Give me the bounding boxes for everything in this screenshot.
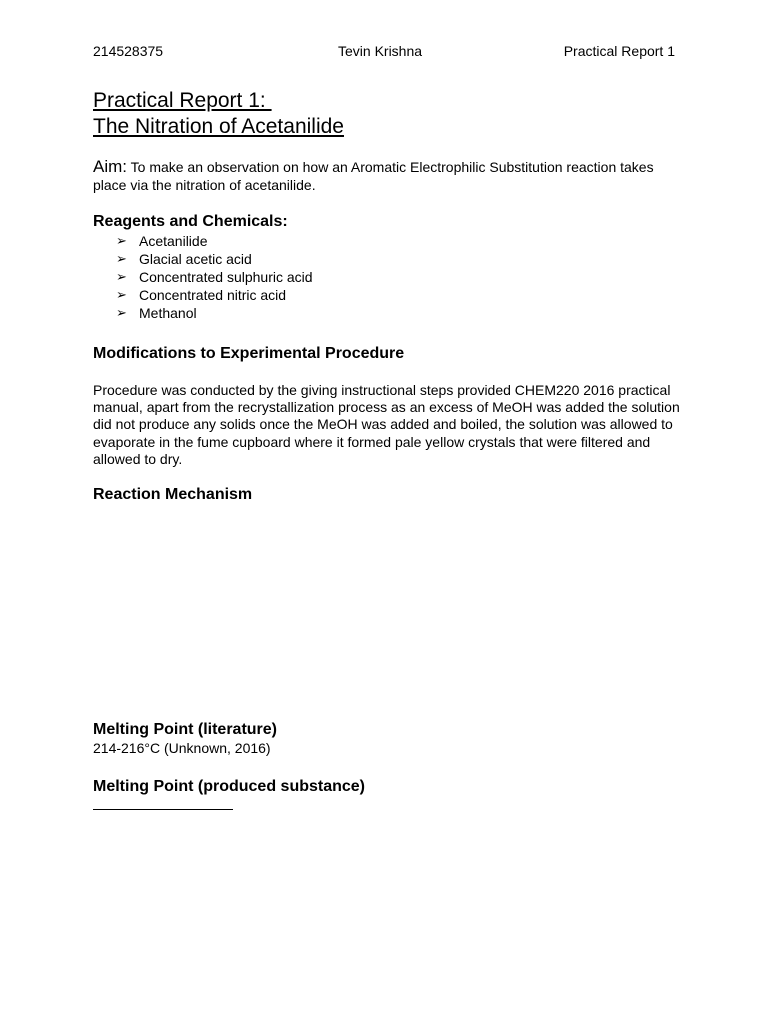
melting-point-produced-heading: Melting Point (produced substance) (93, 778, 366, 795)
aim-text: To make an observation on how an Aromatic Electrophilic Substitution reaction takes place via the nitration of acetanilide. (93, 159, 654, 193)
reagent-label: Acetanilide (139, 233, 208, 249)
reagent-label: Glacial acetic acid (139, 251, 252, 267)
melting-point-literature-value: 214-216°C (Unknown, 2016) (93, 740, 271, 756)
list-item (116, 286, 313, 304)
blank-answer-line (93, 809, 233, 810)
arrow-bullet-icon: ➢ (116, 287, 127, 302)
report-label: Practical Report 1 (563, 43, 675, 59)
mechanism-heading: Reaction Mechanism (93, 486, 253, 503)
modifications-heading: Modifications to Experimental Procedure (93, 345, 405, 362)
title-line-2: The Nitration of Acetanilide (93, 115, 344, 138)
reagent-label: Concentrated sulphuric acid (139, 269, 313, 285)
list-item (116, 304, 313, 322)
student-number: 214528375 (93, 43, 164, 59)
melting-point-literature-heading: Melting Point (literature) (93, 721, 277, 738)
list-item (116, 250, 313, 268)
reagents-heading: Reagents and Chemicals: (93, 213, 288, 230)
title-line-1: Practical Report 1: (93, 89, 272, 112)
reagent-label: Concentrated nitric acid (139, 287, 287, 303)
student-name: Tevin Krishna (338, 43, 423, 59)
arrow-bullet-icon: ➢ (116, 233, 127, 248)
list-item (116, 268, 313, 286)
document-title (93, 88, 344, 140)
modifications-paragraph: Procedure was conducted by the giving instructional steps provided CHEM220 2016 practical manual, apart from the recrystallization process as an excess of MeOH was added the solution did not produce any solids once the MeOH was added and boiled, the solution was allowed to evaporate in the fume cupboard where it formed pale yellow crystals that were filtered and allowed to dry. (93, 382, 680, 467)
aim-label: Aim: (93, 157, 127, 176)
arrow-bullet-icon: ➢ (116, 269, 127, 284)
arrow-bullet-icon: ➢ (116, 305, 127, 320)
reagents-list (116, 232, 313, 322)
aim-paragraph (93, 158, 683, 194)
reagent-label: Methanol (139, 305, 197, 321)
arrow-bullet-icon: ➢ (116, 251, 127, 266)
page-header (93, 43, 675, 61)
list-item (116, 232, 313, 250)
